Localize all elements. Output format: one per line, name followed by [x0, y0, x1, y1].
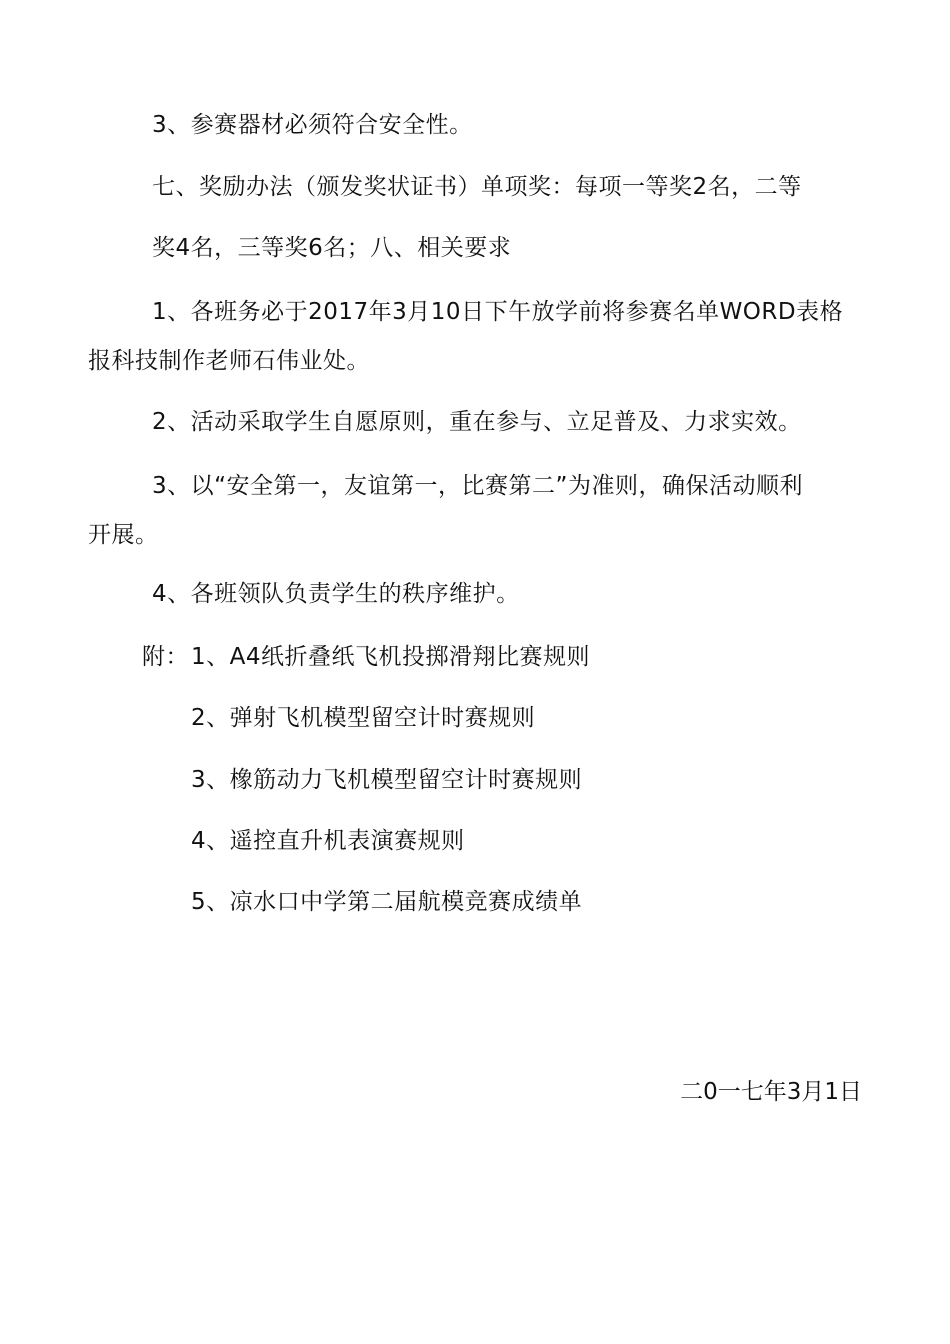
rule-equipment-safety: 3、参赛器材必须符合安全性。: [152, 112, 473, 138]
requirement-2: 2、活动采取学生自愿原则，重在参与、立足普及、力求实效。: [152, 409, 802, 435]
attachment-item-5: 5、凉水口中学第二届航模竞赛成绩单: [191, 889, 583, 915]
requirement-3: 3、以“安全第一，友谊第一，比赛第二”为准则，确保活动顺利: [152, 473, 803, 499]
requirement-4: 4、各班领队负责学生的秩序维护。: [152, 581, 520, 607]
requirement-1: 1、各班务必于2017年3月10日下午放学前将参赛名单WORD表格: [152, 299, 844, 325]
attachment-item-4: 4、遥控直升机表演赛规则: [191, 828, 465, 854]
section-awards-continued: 奖4名，三等奖6名；八、相关要求: [152, 235, 512, 261]
document-date: 二0一七年3月1日: [680, 1079, 862, 1105]
attachment-item-2: 2、弹射飞机模型留空计时赛规则: [191, 705, 536, 731]
attachment-item-3: 3、橡筋动力飞机模型留空计时赛规则: [191, 767, 583, 793]
attachments-label: 附：: [142, 644, 189, 670]
requirement-3-continued: 开展。: [88, 522, 159, 548]
requirement-1-continued: 报科技制作老师石伟业处。: [88, 348, 370, 374]
section-awards: 七、奖励办法（颁发奖状证书）单项奖：每项一等奖2名，二等: [152, 174, 802, 200]
attachment-item-1: 1、A4纸折叠纸飞机投掷滑翔比赛规则: [191, 644, 591, 670]
